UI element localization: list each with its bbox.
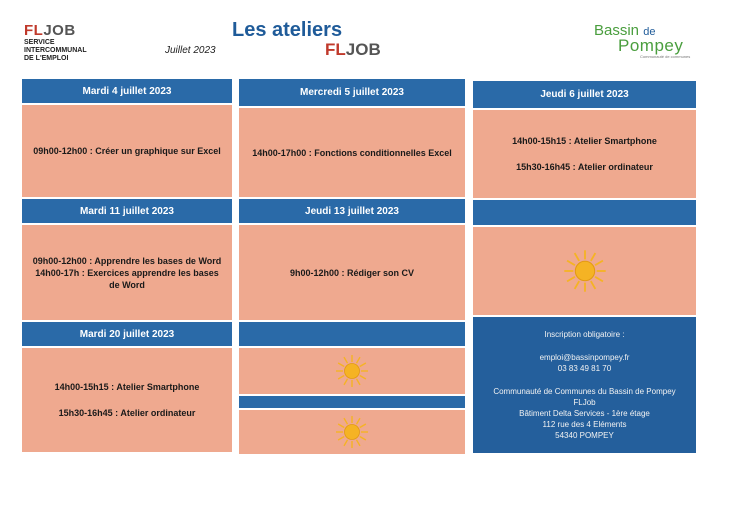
logo-sub-line: DE L'EMPLOI (24, 55, 69, 62)
fljob-logo (24, 22, 76, 39)
pompey-logo-text: Pompey (618, 36, 684, 55)
page-title: Les ateliers (232, 19, 343, 41)
workshop-line: 14h00-15h15 : Atelier Smartphone (512, 136, 657, 146)
title-job: JOB (345, 40, 381, 59)
day-header-5: Mercredi 5 juillet 2023 (239, 79, 465, 106)
workshop-line: 15h30-16h45 : Atelier ordinateur (516, 162, 653, 172)
workshop-line: 9h00-12h00 : Rédiger son CV (289, 267, 415, 278)
bassin-de-text: de (643, 26, 656, 38)
logo-fl-text: FL (24, 22, 44, 39)
logo-job-text: JOB (43, 22, 76, 39)
workshop-line: 14h00-17h00 : Fonctions conditionnelles Excel (252, 147, 452, 158)
workshop-line: 15h30-16h45 : Atelier ordinateur (58, 408, 196, 418)
day-header-4: Mardi 4 juillet 2023 (22, 79, 232, 103)
empty-cell (473, 227, 696, 315)
info-panel (473, 317, 696, 453)
contact-email[interactable]: emploi@bassinpompey.fr (539, 353, 630, 362)
day-header-11: Mardi 11 juillet 2023 (22, 199, 232, 223)
logo-sub-line: INTERCOMMUNAL (24, 47, 87, 54)
empty-cell (239, 348, 465, 394)
logo-sub-line: SERVICE (24, 39, 55, 46)
fljob-logo-subtitle (24, 39, 104, 63)
workshop-line: 14h00-17h : Exercices apprendre les bases de Word (35, 267, 219, 290)
page-title-brand (325, 40, 381, 60)
title-fl: FL (325, 40, 346, 59)
day-cell-13 (239, 225, 465, 320)
building-address: Bâtiment Delta Services - 1ère étage (519, 409, 650, 418)
workshop-line: 09h00-12h00 : Apprendre les bases de Word (32, 255, 222, 266)
street-address: 112 rue des 4 Eléments (542, 420, 627, 429)
bassin-logo-subtitle: Communauté de communes (640, 54, 691, 59)
sun-icon (335, 415, 369, 449)
contact-phone: 03 83 49 81 70 (557, 364, 612, 373)
org-name: Communauté de Communes du Bassin de Pompey (493, 387, 676, 396)
empty-cell (239, 410, 465, 454)
day-cell-6 (473, 110, 696, 198)
bassin-text: Bassin (594, 22, 640, 39)
inscription-text: Inscription obligatoire : (544, 330, 625, 339)
day-header-6: Jeudi 6 juillet 2023 (473, 81, 696, 108)
day-header-13: Jeudi 13 juillet 2023 (239, 199, 465, 223)
empty-header (239, 396, 465, 408)
workshop-line: 14h00-15h15 : Atelier Smartphone (54, 382, 200, 392)
city-address: 54340 POMPEY (555, 431, 614, 440)
day-cell-20 (22, 348, 232, 452)
day-cell-11 (22, 225, 232, 320)
month-label: Juillet 2023 (165, 45, 216, 56)
service-name: FLJob (573, 398, 596, 407)
sun-icon (335, 354, 369, 388)
day-header-20: Mardi 20 juillet 2023 (22, 322, 232, 346)
day-cell-4 (22, 105, 232, 197)
empty-header (239, 322, 465, 346)
empty-header (473, 200, 696, 225)
workshop-line: 09h00-12h00 : Créer un graphique sur Excel (33, 146, 221, 156)
sun-icon (563, 249, 607, 293)
day-cell-5 (239, 108, 465, 197)
